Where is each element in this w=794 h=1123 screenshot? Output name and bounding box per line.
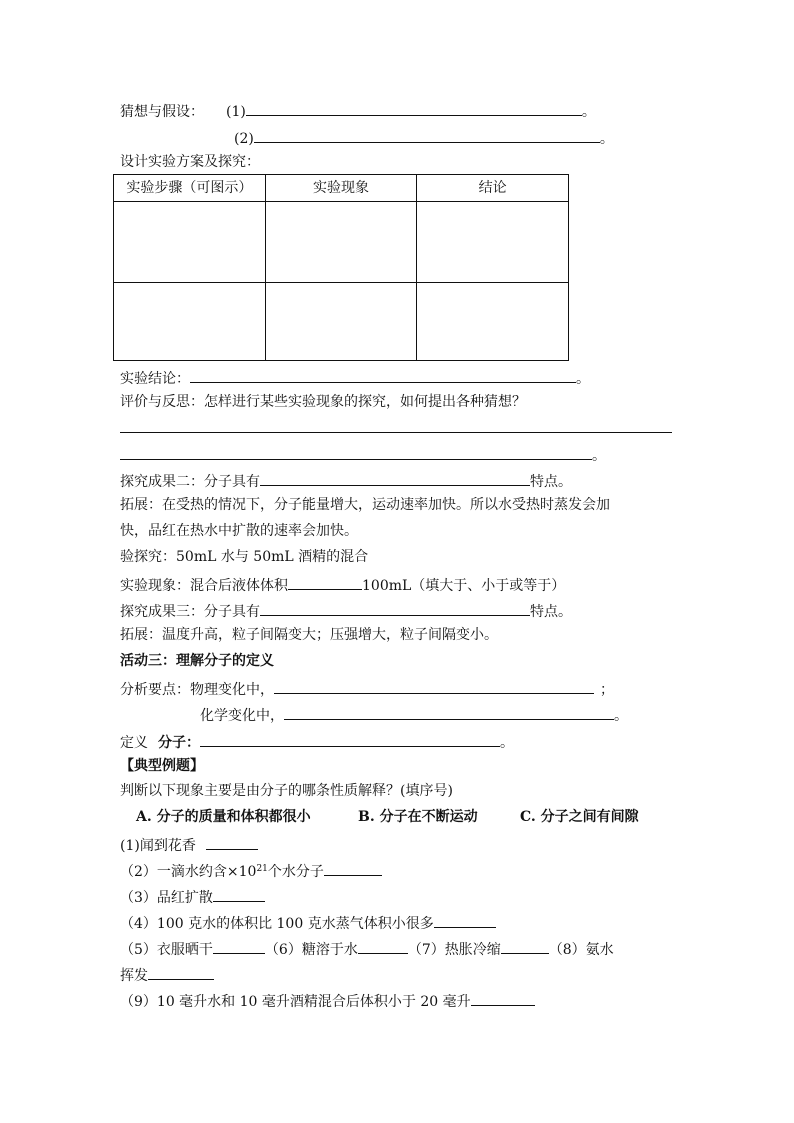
question-1-blank[interactable] — [206, 836, 258, 850]
phenomenon-suffix: 100mL（填大于、小于或等于） — [362, 578, 566, 594]
header-phenomenon: 实验现象 — [265, 175, 417, 202]
definition-line — [120, 733, 514, 750]
table-cell[interactable] — [265, 283, 417, 361]
reflection-line-2 — [120, 446, 606, 463]
question-3-text: （3）品红扩散 — [120, 890, 213, 906]
definition-blank[interactable] — [200, 733, 500, 747]
question-8-text: （8）氨水 — [548, 942, 614, 958]
table-row — [114, 283, 569, 361]
hypothesis-item-1: (1) — [226, 104, 246, 120]
experiment-table — [113, 174, 569, 361]
semicolon: ； — [600, 682, 614, 698]
hypothesis-line-1 — [120, 102, 596, 119]
question-9-text: （9）10 毫升水和 10 毫升酒精混合后体积小于 20 毫升 — [120, 994, 471, 1010]
question-9 — [120, 992, 535, 1009]
activity3-title: 活动三：理解分子的定义 — [120, 653, 274, 669]
design-label: 设计实验方案及探究： — [120, 154, 260, 170]
question-5-8 — [120, 940, 614, 957]
question-5-blank[interactable] — [213, 940, 265, 954]
header-steps: 实验步骤（可图示） — [114, 175, 266, 202]
examples-question: 判断以下现象主要是由分子的哪条性质解释？(填序号) — [120, 783, 453, 799]
table-header-row — [114, 175, 569, 202]
definition-term: 分子： — [158, 735, 200, 751]
question-2-blank[interactable] — [324, 862, 382, 876]
option-a: A. 分子的质量和体积都很小 — [136, 809, 311, 825]
question-2-text-end: 个水分子 — [267, 864, 324, 880]
option-c: C. 分子之间有间隙 — [520, 809, 639, 825]
question-3-blank[interactable] — [213, 888, 265, 902]
phenomenon-line — [120, 576, 565, 593]
question-8-blank[interactable] — [148, 966, 214, 980]
phenomenon-label: 实验现象：混合后液体体积 — [120, 578, 288, 594]
question-3 — [120, 888, 265, 905]
examples-heading: 【典型例题】 — [120, 758, 204, 774]
period: 。 — [614, 708, 628, 724]
result2-line — [120, 472, 572, 489]
question-4-blank[interactable] — [434, 914, 496, 928]
conclusion-label: 实验结论： — [120, 371, 190, 387]
result2-label: 探究成果二：分子具有 — [120, 474, 260, 490]
definition-label: 定义 — [120, 735, 148, 751]
period: 。 — [576, 371, 590, 387]
header-conclusion: 结论 — [417, 175, 569, 202]
result3-suffix: 特点。 — [530, 604, 572, 620]
analysis-blank-physical[interactable] — [274, 680, 594, 694]
extension1-line-1: 拓展：在受热的情况下，分子能量增大，运动速率加快。所以水受热时蒸发会加 — [120, 497, 610, 513]
question-9-blank[interactable] — [471, 992, 535, 1006]
table-cell[interactable] — [114, 202, 266, 283]
question-2 — [120, 862, 382, 879]
result3-line — [120, 602, 572, 619]
hypothesis-blank-1[interactable] — [246, 102, 582, 116]
extension2-line: 拓展：温度升高，粒子间隔变大；压强增大，粒子间隔变小。 — [120, 627, 498, 643]
conclusion-blank[interactable] — [190, 369, 576, 383]
question-6-blank[interactable] — [358, 940, 408, 954]
reflection-blank-2[interactable] — [120, 446, 592, 460]
extension1-line-2: 快，品红在热水中扩散的速率会加快。 — [120, 523, 358, 539]
phenomenon-blank[interactable] — [288, 576, 362, 590]
reflection-blank-1[interactable] — [120, 432, 672, 433]
hypothesis-item-2: (2) — [234, 131, 254, 147]
question-6-text: （6）糖溶于水 — [264, 942, 358, 958]
analysis-label: 分析要点：物理变化中， — [120, 682, 274, 698]
question-8-text-end: 挥发 — [120, 968, 148, 984]
table-cell[interactable] — [114, 283, 266, 361]
analysis-chem-label: 化学变化中， — [200, 708, 284, 724]
hypothesis-blank-2[interactable] — [254, 129, 600, 143]
period: 。 — [592, 448, 606, 464]
question-1-text: (1)闻到花香 — [120, 838, 196, 854]
hypothesis-line-2 — [234, 129, 614, 146]
question-2-text: （2）一滴水约含×10 — [120, 864, 257, 880]
result3-label: 探究成果三：分子具有 — [120, 604, 260, 620]
table-cell[interactable] — [417, 283, 569, 361]
period: 。 — [581, 104, 596, 120]
question-2-exponent: 21 — [256, 864, 268, 874]
table-row — [114, 202, 569, 283]
table-cell[interactable] — [265, 202, 417, 283]
question-5-text: （5）衣服晒干 — [120, 942, 213, 958]
period: 。 — [599, 131, 614, 147]
question-7-blank[interactable] — [501, 940, 549, 954]
result3-blank[interactable] — [260, 602, 530, 616]
question-4 — [120, 914, 496, 931]
question-8-cont — [120, 966, 214, 983]
question-1 — [120, 836, 258, 853]
hypothesis-label: 猜想与假设： — [120, 104, 204, 120]
conclusion-line — [120, 369, 590, 386]
analysis-blank-chemical[interactable] — [284, 706, 614, 720]
question-7-text: （7）热胀冷缩 — [407, 942, 501, 958]
option-b: B. 分子在不断运动 — [358, 809, 478, 825]
result2-blank[interactable] — [260, 472, 530, 486]
period: 。 — [500, 735, 514, 751]
analysis-line-2 — [200, 706, 628, 723]
explore-line: 验探究：50mL 水与 50mL 酒精的混合 — [120, 549, 369, 565]
analysis-line-1 — [120, 680, 614, 697]
reflection-label: 评价与反思：怎样进行某些实验现象的探究，如何提出各种猜想？ — [120, 394, 526, 410]
question-4-text: （4）100 克水的体积比 100 克水蒸气体积小很多 — [120, 916, 434, 932]
result2-suffix: 特点。 — [530, 474, 572, 490]
table-cell[interactable] — [417, 202, 569, 283]
